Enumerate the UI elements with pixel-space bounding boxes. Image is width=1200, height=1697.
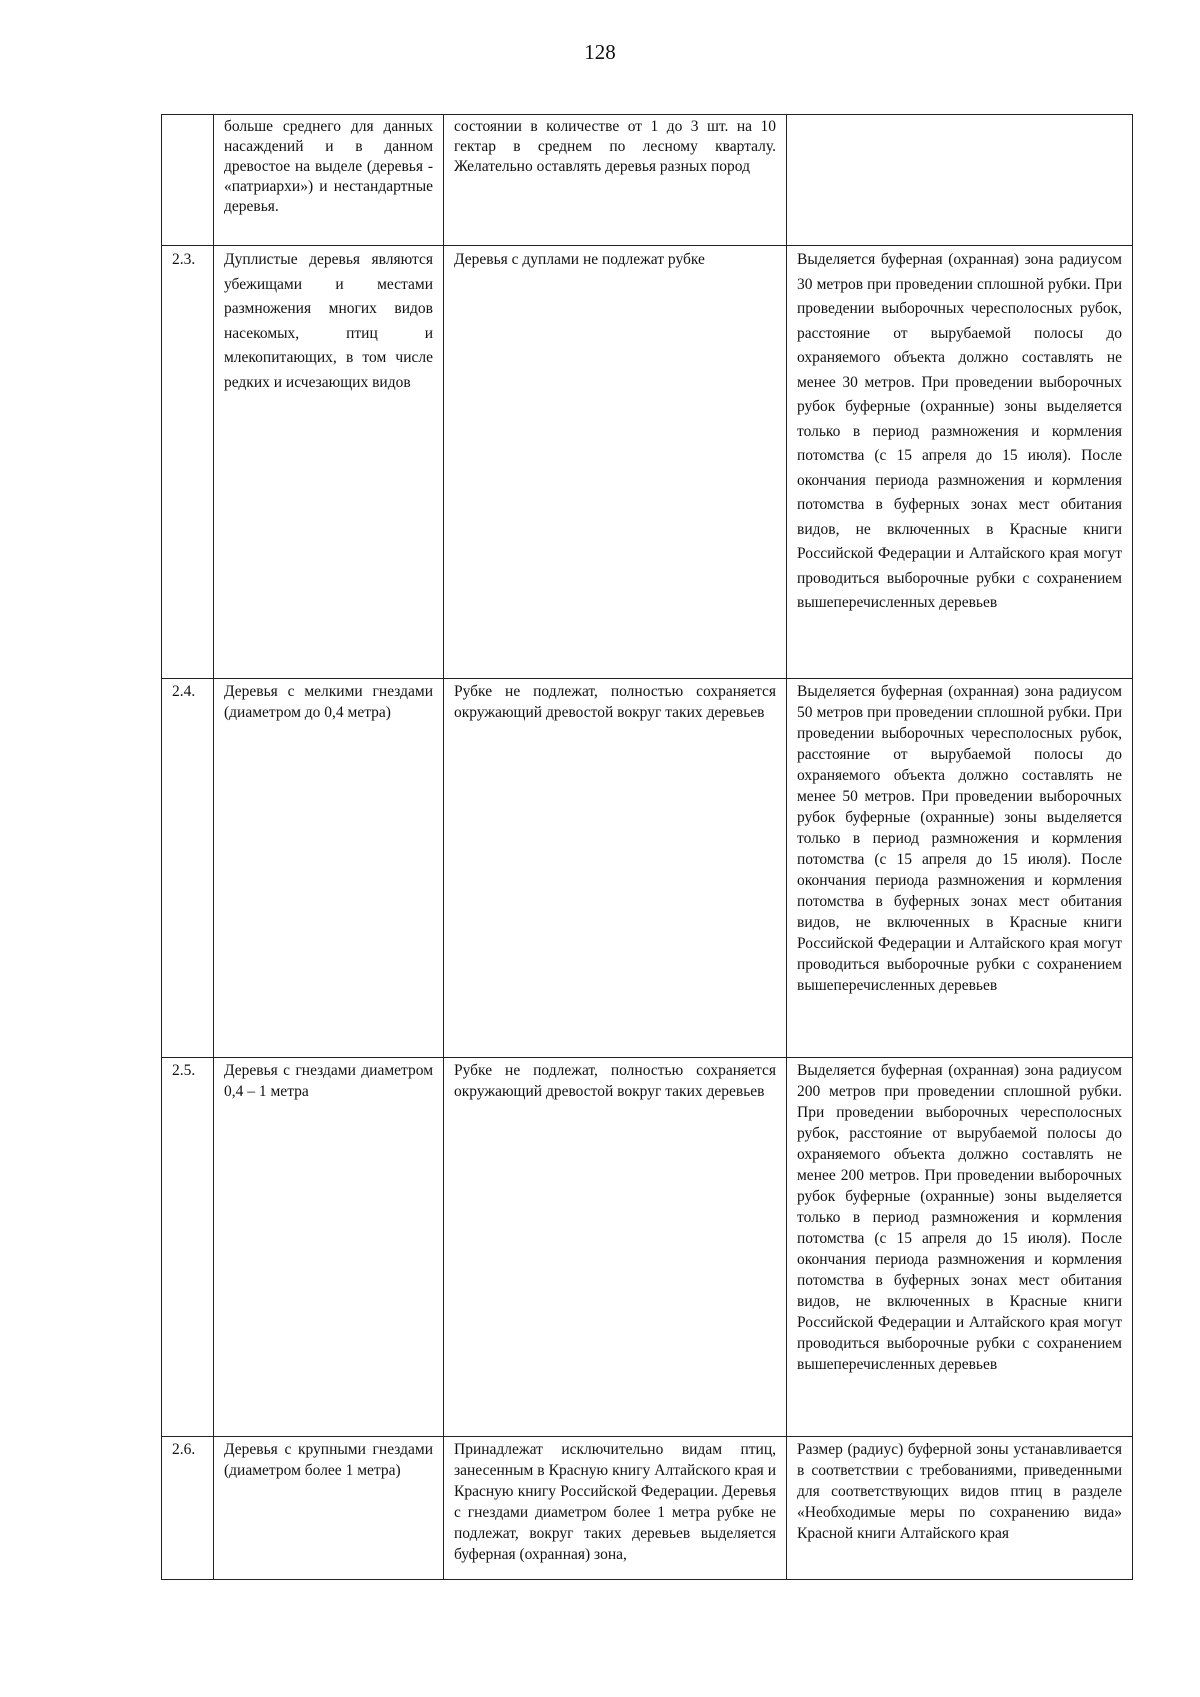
requirement-cell: Деревья с дуплами не подлежат рубке [444,246,787,679]
table-row [162,115,1133,246]
buffer-zone-cell: Выделяется буферная (охранная) зона радиусом 30 метров при проведении сплошной рубки. При проведении выборочных чересполосных рубок, расстояние от вырубаемой полосы до охраняемого объекта должно составлять не менее 30 метров. При проведении выборочных рубок буферные (охранные) зоны выделяется только в период размножения и кормления потомства (с 15 апреля до 15 июля). После окончания периода размножения и кормления потомства в буферных зонах мест обитания видов, не включенных в Красные книги Российской Федерации и Алтайского края могут проводиться выборочные рубки с сохранением вышеперечисленных деревьев [787,246,1133,679]
requirement-cell: Рубке не подлежат, полностью сохраняется окружающий древостой вокруг таких деревьев [444,1058,787,1437]
object-cell: Деревья с крупными гнездами (диаметром более 1 метра) [214,1437,444,1580]
document-table [161,114,1133,1580]
object-cell: больше среднего для данных насаждений и в данном древостое на выделе (деревья - «патриархи») и нестандартные деревья. [214,115,444,246]
buffer-zone-cell: Выделяется буферная (охранная) зона радиусом 50 метров при проведении сплошной рубки. При проведении выборочных чересполосных рубок, расстояние от вырубаемой полосы до охраняемого объекта должно составлять не менее 50 метров. При проведении выборочных рубок буферные (охранные) зоны выделяется только в период размножения и кормления потомства (с 15 апреля до 15 июля). После окончания периода размножения и кормления потомства в буферных зонах мест обитания видов, не включенных в Красные книги Российской Федерации и Алтайского края могут проводиться выборочные рубки с сохранением вышеперечисленных деревьев [787,679,1133,1058]
buffer-zone-cell: Размер (радиус) буферной зоны устанавливается в соответствии с требованиями, приведенными для соответствующих видов птиц в разделе «Необходимые меры по сохранению вида» Красной книги Алтайского края [787,1437,1133,1580]
row-number-cell: 2.3. [162,246,214,679]
row-number-cell [162,115,214,246]
object-cell: Деревья с мелкими гнездами (диаметром до 0,4 метра) [214,679,444,1058]
buffer-zone-cell [787,115,1133,246]
requirement-cell: Принадлежат исключительно видам птиц, занесенным в Красную книгу Алтайского края и Красную книгу Российской Федерации. Деревья с гнездами диаметром более 1 метра рубке не подлежат, вокруг таких деревьев выделяется буферная (охранная) зона, [444,1437,787,1580]
row-number-cell: 2.6. [162,1437,214,1580]
requirement-cell: Рубке не подлежат, полностью сохраняется окружающий древостой вокруг таких деревьев [444,679,787,1058]
object-cell: Дуплистые деревья являются убежищами и местами размножения многих видов насекомых, птиц и млекопитающих, в том числе редких и исчезающих видов [214,246,444,679]
table-row [162,1058,1133,1437]
buffer-zone-cell: Выделяется буферная (охранная) зона радиусом 200 метров при проведении сплошной рубки. При проведении выборочных чересполосных рубок, расстояние от вырубаемой полосы до охраняемого объекта должно составлять не менее 200 метров. При проведении выборочных рубок буферные (охранные) зоны выделяется только в период размножения и кормления потомства (с 15 апреля до 15 июля). После окончания периода размножения и кормления потомства в буферных зонах мест обитания видов, не включенных в Красные книги Российской Федерации и Алтайского края могут проводиться выборочные рубки с сохранением вышеперечисленных деревьев [787,1058,1133,1437]
table-row [162,1437,1133,1580]
table-row [162,246,1133,679]
row-number-cell: 2.4. [162,679,214,1058]
table-row [162,679,1133,1058]
requirement-cell: состоянии в количестве от 1 до 3 шт. на 10 гектар в среднем по лесному кварталу. Желательно оставлять деревья разных пород [444,115,787,246]
page-number: 128 [584,40,616,64]
row-number-cell: 2.5. [162,1058,214,1437]
object-cell: Деревья с гнездами диаметром 0,4 – 1 метра [214,1058,444,1437]
